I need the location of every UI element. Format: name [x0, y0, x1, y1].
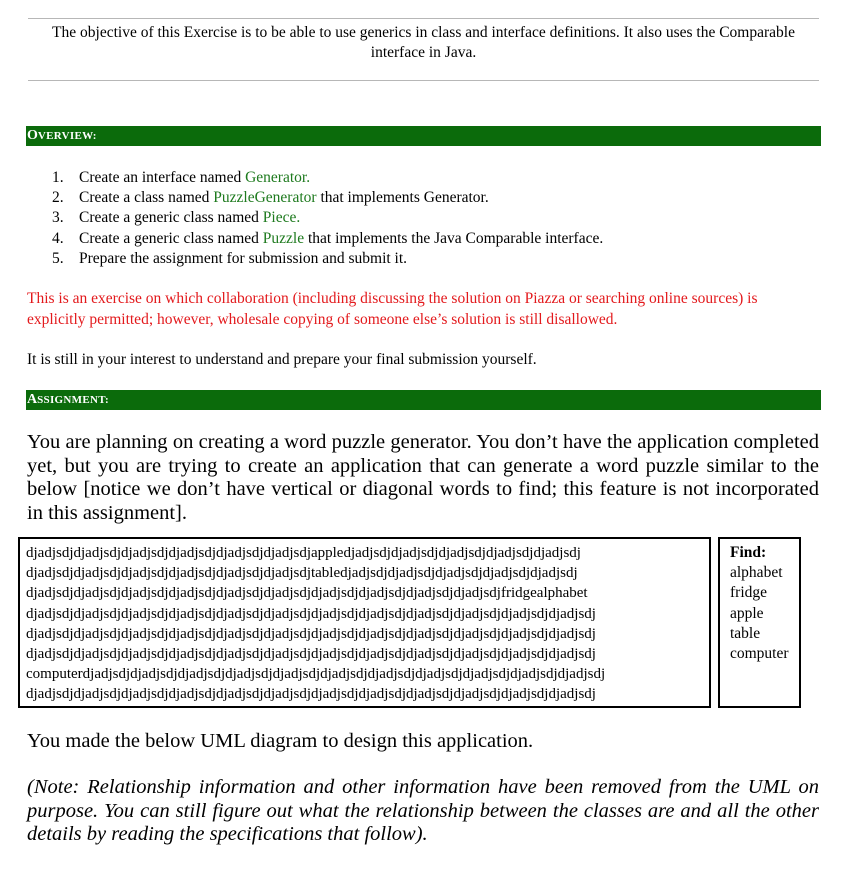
step-number: 5. — [52, 249, 64, 267]
puzzle-row: djadjsdjdjadjsdjdjadjsdjdjadjsdjdjadjsdjdjadjsdjappledjadjsdjdjadjsdjdjadjsdjdjadjsdjdjadjsdj — [26, 545, 581, 561]
step-text-tail: that implements Generator. — [316, 189, 489, 207]
puzzle-row: djadjsdjdjadjsdjdjadjsdjdjadjsdjdjadjsdjdjadjsdjdjadjsdjdjadjsdjdjadjsdjdjadjsdjfridgealphabet — [26, 585, 588, 602]
find-word: computer — [730, 645, 789, 663]
step-item — [52, 188, 603, 208]
step-text: Prepare the assignment for submission and submit it. — [79, 249, 408, 267]
puzzle-row: djadjsdjdjadjsdjdjadjsdjdjadjsdjdjadjsdjdjadjsdjdjadjsdjdjadjsdjdjadjsdjdjadjsdjdjadjsdjdjadjsdj — [26, 646, 596, 663]
step-number: 2. — [52, 189, 64, 207]
find-word: fridge — [730, 584, 768, 602]
find-word: apple — [730, 604, 764, 622]
find-word: table — [730, 624, 761, 642]
find-title: Find: — [730, 544, 767, 561]
step-number: 3. — [52, 209, 64, 227]
find-words-box — [718, 537, 801, 708]
steps-list — [52, 168, 603, 269]
step-class-name: Generator. — [245, 169, 311, 186]
step-text-tail: that implements the Java Comparable interface. — [304, 229, 604, 247]
puzzle-row: djadjsdjdjadjsdjdjadjsdjdjadjsdjdjadjsdjdjadjsdjtabledjadjsdjdjadjsdjdjadjsdjdjadjsdjdjadjsdj — [26, 565, 578, 582]
uml-intro: You made the below UML diagram to design this application. — [27, 730, 534, 752]
assignment-intro: You are planning on creating a word puzzle generator. You don’t have the application completed yet, but you are trying to create an application that can generate a word puzzle similar to the below [notice we don’t have vertical or diagonal words to find; this feature is not incorporated in this assignment]. — [27, 431, 819, 524]
step-text: Create a generic class named — [79, 229, 263, 247]
find-word: alphabet — [730, 564, 783, 582]
assignment-heading — [26, 390, 821, 410]
puzzle-row: djadjsdjdjadjsdjdjadjsdjdjadjsdjdjadjsdjdjadjsdjdjadjsdjdjadjsdjdjadjsdjdjadjsdjdjadjsdjdjadjsdj — [26, 686, 596, 703]
overview-heading-initial: O — [27, 128, 38, 143]
step-number: 4. — [52, 229, 64, 247]
step-class-name: Piece. — [262, 209, 301, 227]
interest-note: It is still in your interest to understand and prepare your final submission yourself. — [27, 351, 537, 368]
step-item — [52, 168, 603, 188]
word-puzzle-grid — [18, 537, 711, 708]
step-item — [52, 229, 603, 249]
objective-text: The objective of this Exercise is to be able to use generics in class and interface definitions. It also uses the Comparable interface in Java. — [52, 24, 795, 61]
step-class-name: PuzzleGenerator — [213, 189, 317, 207]
puzzle-row: djadjsdjdjadjsdjdjadjsdjdjadjsdjdjadjsdjdjadjsdjdjadjsdjdjadjsdjdjadjsdjdjadjsdjdjadjsdjdjadjsdj — [26, 625, 596, 642]
step-item — [52, 208, 603, 228]
assignment-heading-rest: SSIGNMENT: — [37, 394, 109, 406]
collaboration-note: This is an exercise on which collaboration (including discussing the solution on Piazza or searching online sources) is explicitly permitted; however, wholesale copying of someone else’s solution is still disallowed. — [27, 290, 758, 328]
top-rule — [28, 18, 819, 19]
assignment-heading-initial: A — [27, 392, 38, 407]
uml-note: (Note: Relationship information and other information have been removed from the UML on purpose. You can still figure out what the relationship between the classes are and all the other details by reading the specifications that follow). — [27, 776, 819, 845]
overview-heading — [26, 126, 821, 146]
step-text: Create a class named — [79, 189, 214, 207]
step-item — [52, 249, 603, 269]
puzzle-row: computerdjadjsdjdjadjsdjdjadjsdjdjadjsdjdjadjsdjdjadjsdjdjadjsdjdjadjsdjdjadjsdjdjadjsdjdjadjsdj — [26, 666, 606, 683]
step-class-name: Puzzle — [262, 229, 305, 247]
step-text: Create an interface named — [79, 169, 246, 186]
overview-heading-rest: VERVIEW: — [37, 130, 97, 142]
step-number: 1. — [52, 169, 64, 186]
step-text: Create a generic class named — [79, 209, 263, 227]
objective-bottom-rule — [28, 80, 819, 81]
puzzle-row: djadjsdjdjadjsdjdjadjsdjdjadjsdjdjadjsdjdjadjsdjdjadjsdjdjadjsdjdjadjsdjdjadjsdjdjadjsdjdjadjsdj — [26, 605, 596, 622]
